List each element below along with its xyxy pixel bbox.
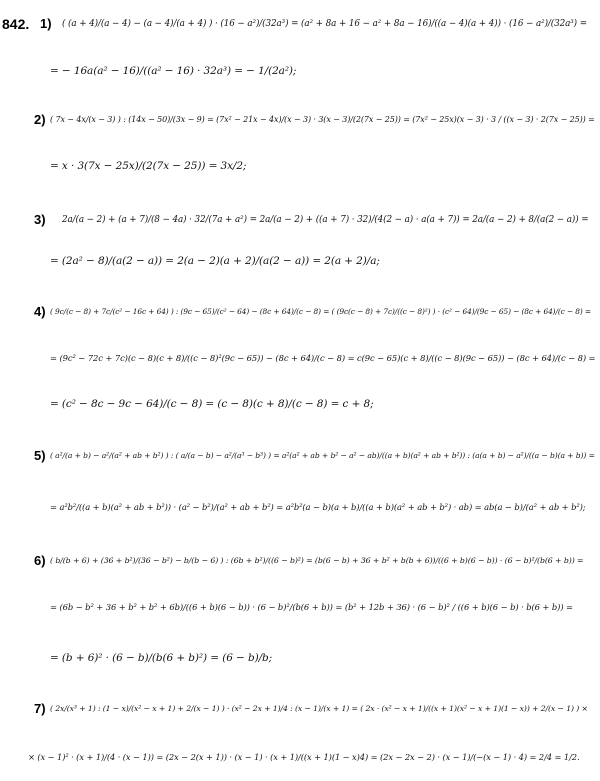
part-4-line-1: ( 9c/(c − 8) + 7c/(c² − 16c + 64) ) : (9c − 65)/(c² − 64) − (8c + 64)/(c − 8) = ( (9c(c − 8) + 7c)/((c − 8)²) ) · (c² − 64)/(9c − 65) − (8c + 64)/(c − 8) = <box>50 307 591 316</box>
part-3-label: 3) <box>34 212 46 227</box>
part-2-label: 2) <box>34 112 46 127</box>
part-7-label: 7) <box>34 701 46 716</box>
part-6-label: 6) <box>34 553 46 568</box>
part-5-line-2: = a²b²/((a + b)(a² + ab + b²)) · (a² − b²)/(a² + ab + b²) = a²b²(a − b)(a + b)/((a + b)(a² + ab + b²) · ab) = ab(a − b)/(a² + ab + b²); <box>50 502 586 512</box>
part-6-line-1: ( b/(b + 6) + (36 + b²)/(36 − b²) − b/(b − 6) ) : (6b + b²)/((6 − b)²) = (b(6 − b) + 36 + b² + b(b + 6))/((6 + b)(6 − b)) · (6 − b)²/(b(6 + b)) = <box>50 556 584 565</box>
part-2-line-2: = x · 3(7x − 25x)/(2(7x − 25)) = 3x/2; <box>50 160 247 172</box>
problem-number: 842. <box>2 16 30 32</box>
part-4-line-2: = (9c² − 72c + 7c)(c − 8)(c + 8)/((c − 8)²(9c − 65)) − (8c + 64)/(c − 8) = c(9c − 65)(c + 8)/((c − 8)(9c − 65)) − (8c + 64)/(c − 8) = <box>50 353 596 363</box>
part-1-line-2: = − 16a(a² − 16)/((a² − 16) · 32a³) = − 1/(2a²); <box>50 65 297 77</box>
part-3-line-2: = (2a² − 8)/(a(2 − a)) = 2(a − 2)(a + 2)/(a(2 − a)) = 2(a + 2)/a; <box>50 255 380 267</box>
part-1-line-1: ( (a + 4)/(a − 4) − (a − 4)/(a + 4) ) · (16 − a²)/(32a³) = (a² + 8a + 16 − a² + 8a − 16)/((a − 4)(a + 4)) · (16 − a²)/(32a³) = <box>62 19 587 29</box>
part-4-line-3: = (c² − 8c − 9c − 64)/(c − 8) = (c − 8)(c + 8)/(c − 8) = c + 8; <box>50 398 374 410</box>
part-5-line-1: ( a²/(a + b) − a²/(a² + ab + b²) ) : ( a/(a − b) − a²/(a³ − b³) ) = a²(a² + ab + b² − a² − ab)/((a + b)(a² + ab + b²)) : (a(a + b) − a²)/((a − b)(a + b)) = <box>50 451 595 460</box>
part-6-line-2: = (6b − b² + 36 + b² + b² + 6b)/((6 + b)(6 − b)) · (6 − b)²/(b(6 + b)) = (b² + 12b + 36) · (6 − b)² / ((6 + b)(6 − b) · b(6 + b)) = <box>50 602 573 612</box>
part-7-line-2: × (x − 1)² · (x + 1)/(4 · (x − 1)) = (2x − 2(x + 1)) · (x − 1) · (x + 1)/((x + 1)(1 − x)4) = (2x − 2x − 2) · (x − 1)/(−(x − 1) · 4) = 2/4 = 1/2. <box>28 752 580 762</box>
part-7-line-1: ( 2x/(x³ + 1) : (1 − x)/(x² − x + 1) + 2/(x − 1) ) · (x² − 2x + 1)/4 : (x − 1)/(x + 1) = ( 2x · (x² − x + 1)/((x + 1)(x² − x + 1)(1 − x)) + 2/(x − 1) ) × <box>50 704 588 713</box>
part-2-line-1: ( 7x − 4x/(x − 3) ) : (14x − 50)/(3x − 9) = (7x² − 21x − 4x)/(x − 3) · 3(x − 3)/(2(7x − 25)) = (7x² − 25x)(x − 3) · 3 / ((x − 3) · 2(7x − 25)) = <box>50 115 595 124</box>
part-6-line-3: = (b + 6)² · (6 − b)/(b(6 + b)²) = (6 − b)/b; <box>50 652 273 664</box>
part-5-label: 5) <box>34 448 46 463</box>
part-1-label: 1) <box>40 16 52 31</box>
part-4-label: 4) <box>34 304 46 319</box>
part-3-line-1: 2a/(a − 2) + (a + 7)/(8 − 4a) · 32/(7a + a²) = 2a/(a − 2) + ((a + 7) · 32)/(4(2 − a) · a(a + 7)) = 2a/(a − 2) + 8/(a(2 − a)) = <box>62 215 589 225</box>
